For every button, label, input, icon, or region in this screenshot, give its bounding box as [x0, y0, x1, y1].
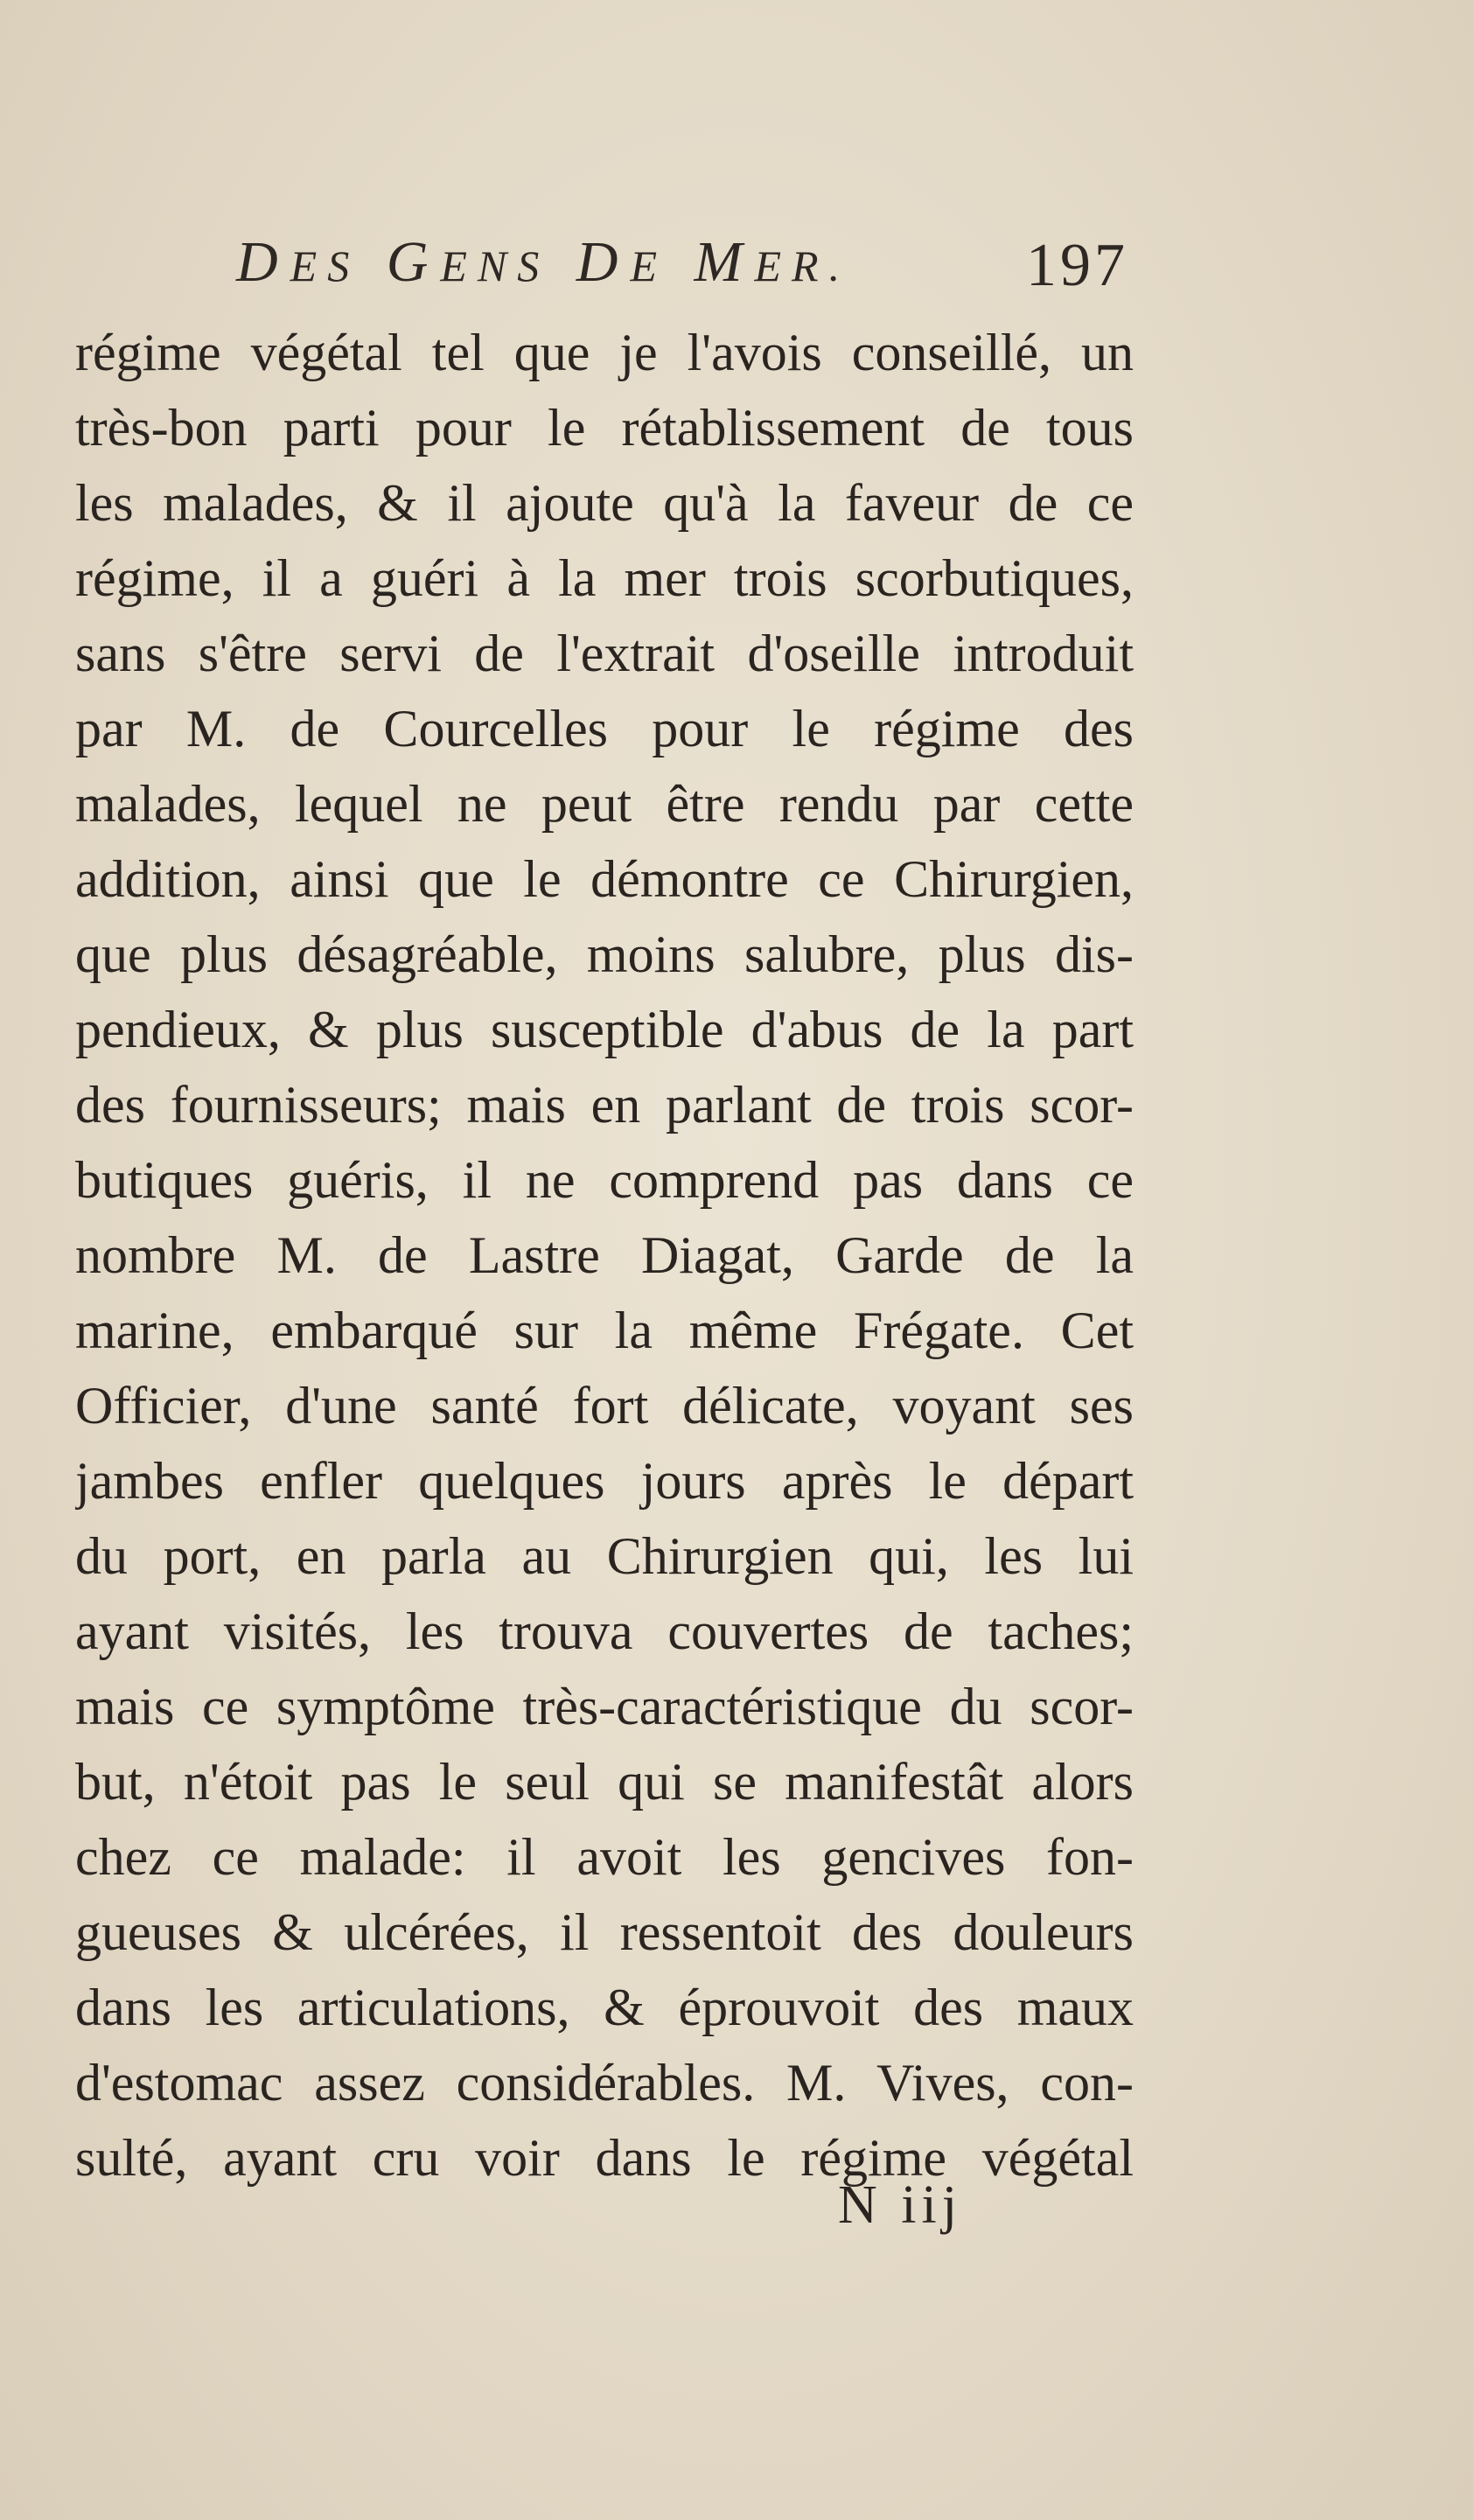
text-line: Officier, d'une santé fort délicate, voyant ses [75, 1377, 1134, 1435]
text-line: addition, ainsi que le démontre ce Chirurgien, [75, 850, 1134, 908]
text-line: sulté, ayant cru voir dans le régime végétal [75, 2129, 1134, 2187]
text-line: but, n'étoit pas le seul qui se manifestât alors [75, 1753, 1134, 1811]
text-line: ayant visités, les trouva couvertes de taches; [75, 1602, 1134, 1660]
text-line: dans les articulations, & éprouvoit des maux [75, 1979, 1134, 2036]
page-header [236, 229, 1128, 299]
text-line: du port, en parla au Chirurgien qui, les lui [75, 1527, 1134, 1585]
text-line: gueuses & ulcérées, il ressentoit des douleurs [75, 1903, 1134, 1961]
text-line: pendieux, & plus susceptible d'abus de la part [75, 1001, 1134, 1058]
text-line: chez ce malade: il avoit les gencives fon- [75, 1828, 1134, 1886]
text-line: sans s'être servi de l'extrait d'oseille introduit [75, 625, 1134, 682]
text-line: butiques guéris, il ne comprend pas dans ce [75, 1151, 1134, 1209]
text-line: des fournisseurs; mais en parlant de trois scor- [75, 1076, 1134, 1134]
body-text [75, 315, 1134, 2195]
signature-mark: N iij [838, 2175, 962, 2235]
text-line: malades, lequel ne peut être rendu par cette [75, 775, 1134, 833]
text-line: régime, il a guéri à la mer trois scorbutiques, [75, 549, 1134, 607]
text-line: très-bon parti pour le rétablissement de tous [75, 399, 1134, 457]
text-line: marine, embarqué sur la même Frégate. Cet [75, 1302, 1134, 1359]
text-line: les malades, & il ajoute qu'à la faveur de ce [75, 474, 1134, 532]
page-number: 197 [1026, 232, 1128, 299]
text-line: régime végétal tel que je l'avois conseillé, un [75, 324, 1134, 381]
text-line: par M. de Courcelles pour le régime des [75, 700, 1134, 757]
text-line: mais ce symptôme très-caractéristique du scor- [75, 1678, 1134, 1735]
text-line: que plus désagréable, moins salubre, plus dis- [75, 925, 1134, 983]
text-line: d'estomac assez considérables. M. Vives, con- [75, 2054, 1134, 2112]
text-line: nombre M. de Lastre Diagat, Garde de la [75, 1226, 1134, 1284]
running-title: DES GENS DE MER. [236, 230, 851, 294]
text-line: jambes enfler quelques jours après le départ [75, 1452, 1134, 1510]
